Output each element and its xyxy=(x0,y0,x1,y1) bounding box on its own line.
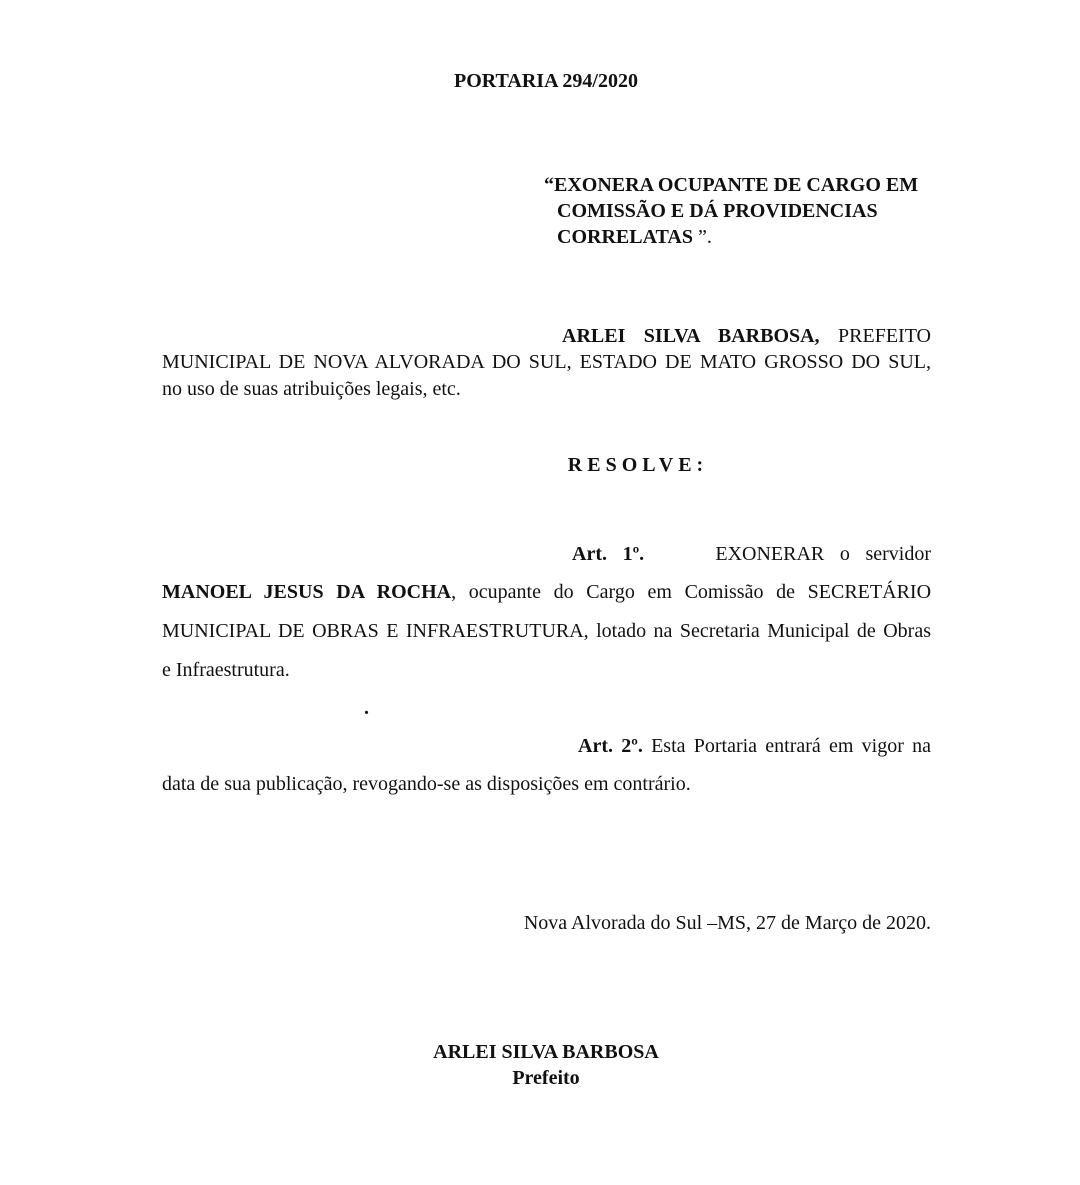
preamble-line-3: no uso de suas atribuições legais, etc. xyxy=(162,378,461,400)
ementa-line-3-text: CORRELATAS xyxy=(557,226,698,248)
article-1-line-2-text: , ocupante do Cargo em Comissão de SECRETÁRIO xyxy=(451,581,932,603)
preamble-line-2: MUNICIPAL DE NOVA ALVORADA DO SUL, ESTADO DE MATO GROSSO DO SUL, xyxy=(162,351,931,373)
article-1-line-2 xyxy=(162,581,931,604)
date-place: Nova Alvorada do Sul –MS, 27 de Março de 2020. xyxy=(523,912,931,934)
ementa xyxy=(544,172,944,250)
article-2-label: Art. 2º. xyxy=(578,735,643,757)
preamble-line-1 xyxy=(162,325,931,348)
resolve-heading: RESOLVE: xyxy=(567,454,709,476)
article-1-text: EXONERAR o servidor xyxy=(715,543,931,565)
mayor-title: PREFEITO xyxy=(838,325,931,347)
article-1-line-4: e Infraestrutura. xyxy=(162,659,290,681)
article-2-line-1 xyxy=(162,735,931,758)
ementa-closing-quote: ”. xyxy=(697,226,712,248)
ementa-line-2: COMISSÃO E DÁ PROVIDENCIAS xyxy=(557,200,878,222)
ementa-line-3 xyxy=(544,224,944,250)
article-2-text: Esta Portaria entrará em vigor na xyxy=(651,735,932,757)
servant-name: MANOEL JESUS DA ROCHA xyxy=(162,581,452,603)
article-1-line-3: MUNICIPAL DE OBRAS E INFRAESTRUTURA, lotado na Secretaria Municipal de Obras xyxy=(162,620,931,642)
mayor-name: ARLEI SILVA BARBOSA, xyxy=(562,325,820,347)
signature-name: ARLEI SILVA BARBOSA xyxy=(433,1041,659,1063)
document-title: PORTARIA 294/2020 xyxy=(454,70,638,92)
stray-dot: . xyxy=(364,697,369,719)
article-1-label: Art. 1º. xyxy=(572,543,645,565)
ementa-line-1: “EXONERA OCUPANTE DE CARGO EM xyxy=(544,174,919,196)
article-1-line-1 xyxy=(162,543,931,566)
article-2-line-2: data de sua publicação, revogando-se as disposições em contrário. xyxy=(162,773,691,795)
signature-role: Prefeito xyxy=(512,1067,580,1089)
